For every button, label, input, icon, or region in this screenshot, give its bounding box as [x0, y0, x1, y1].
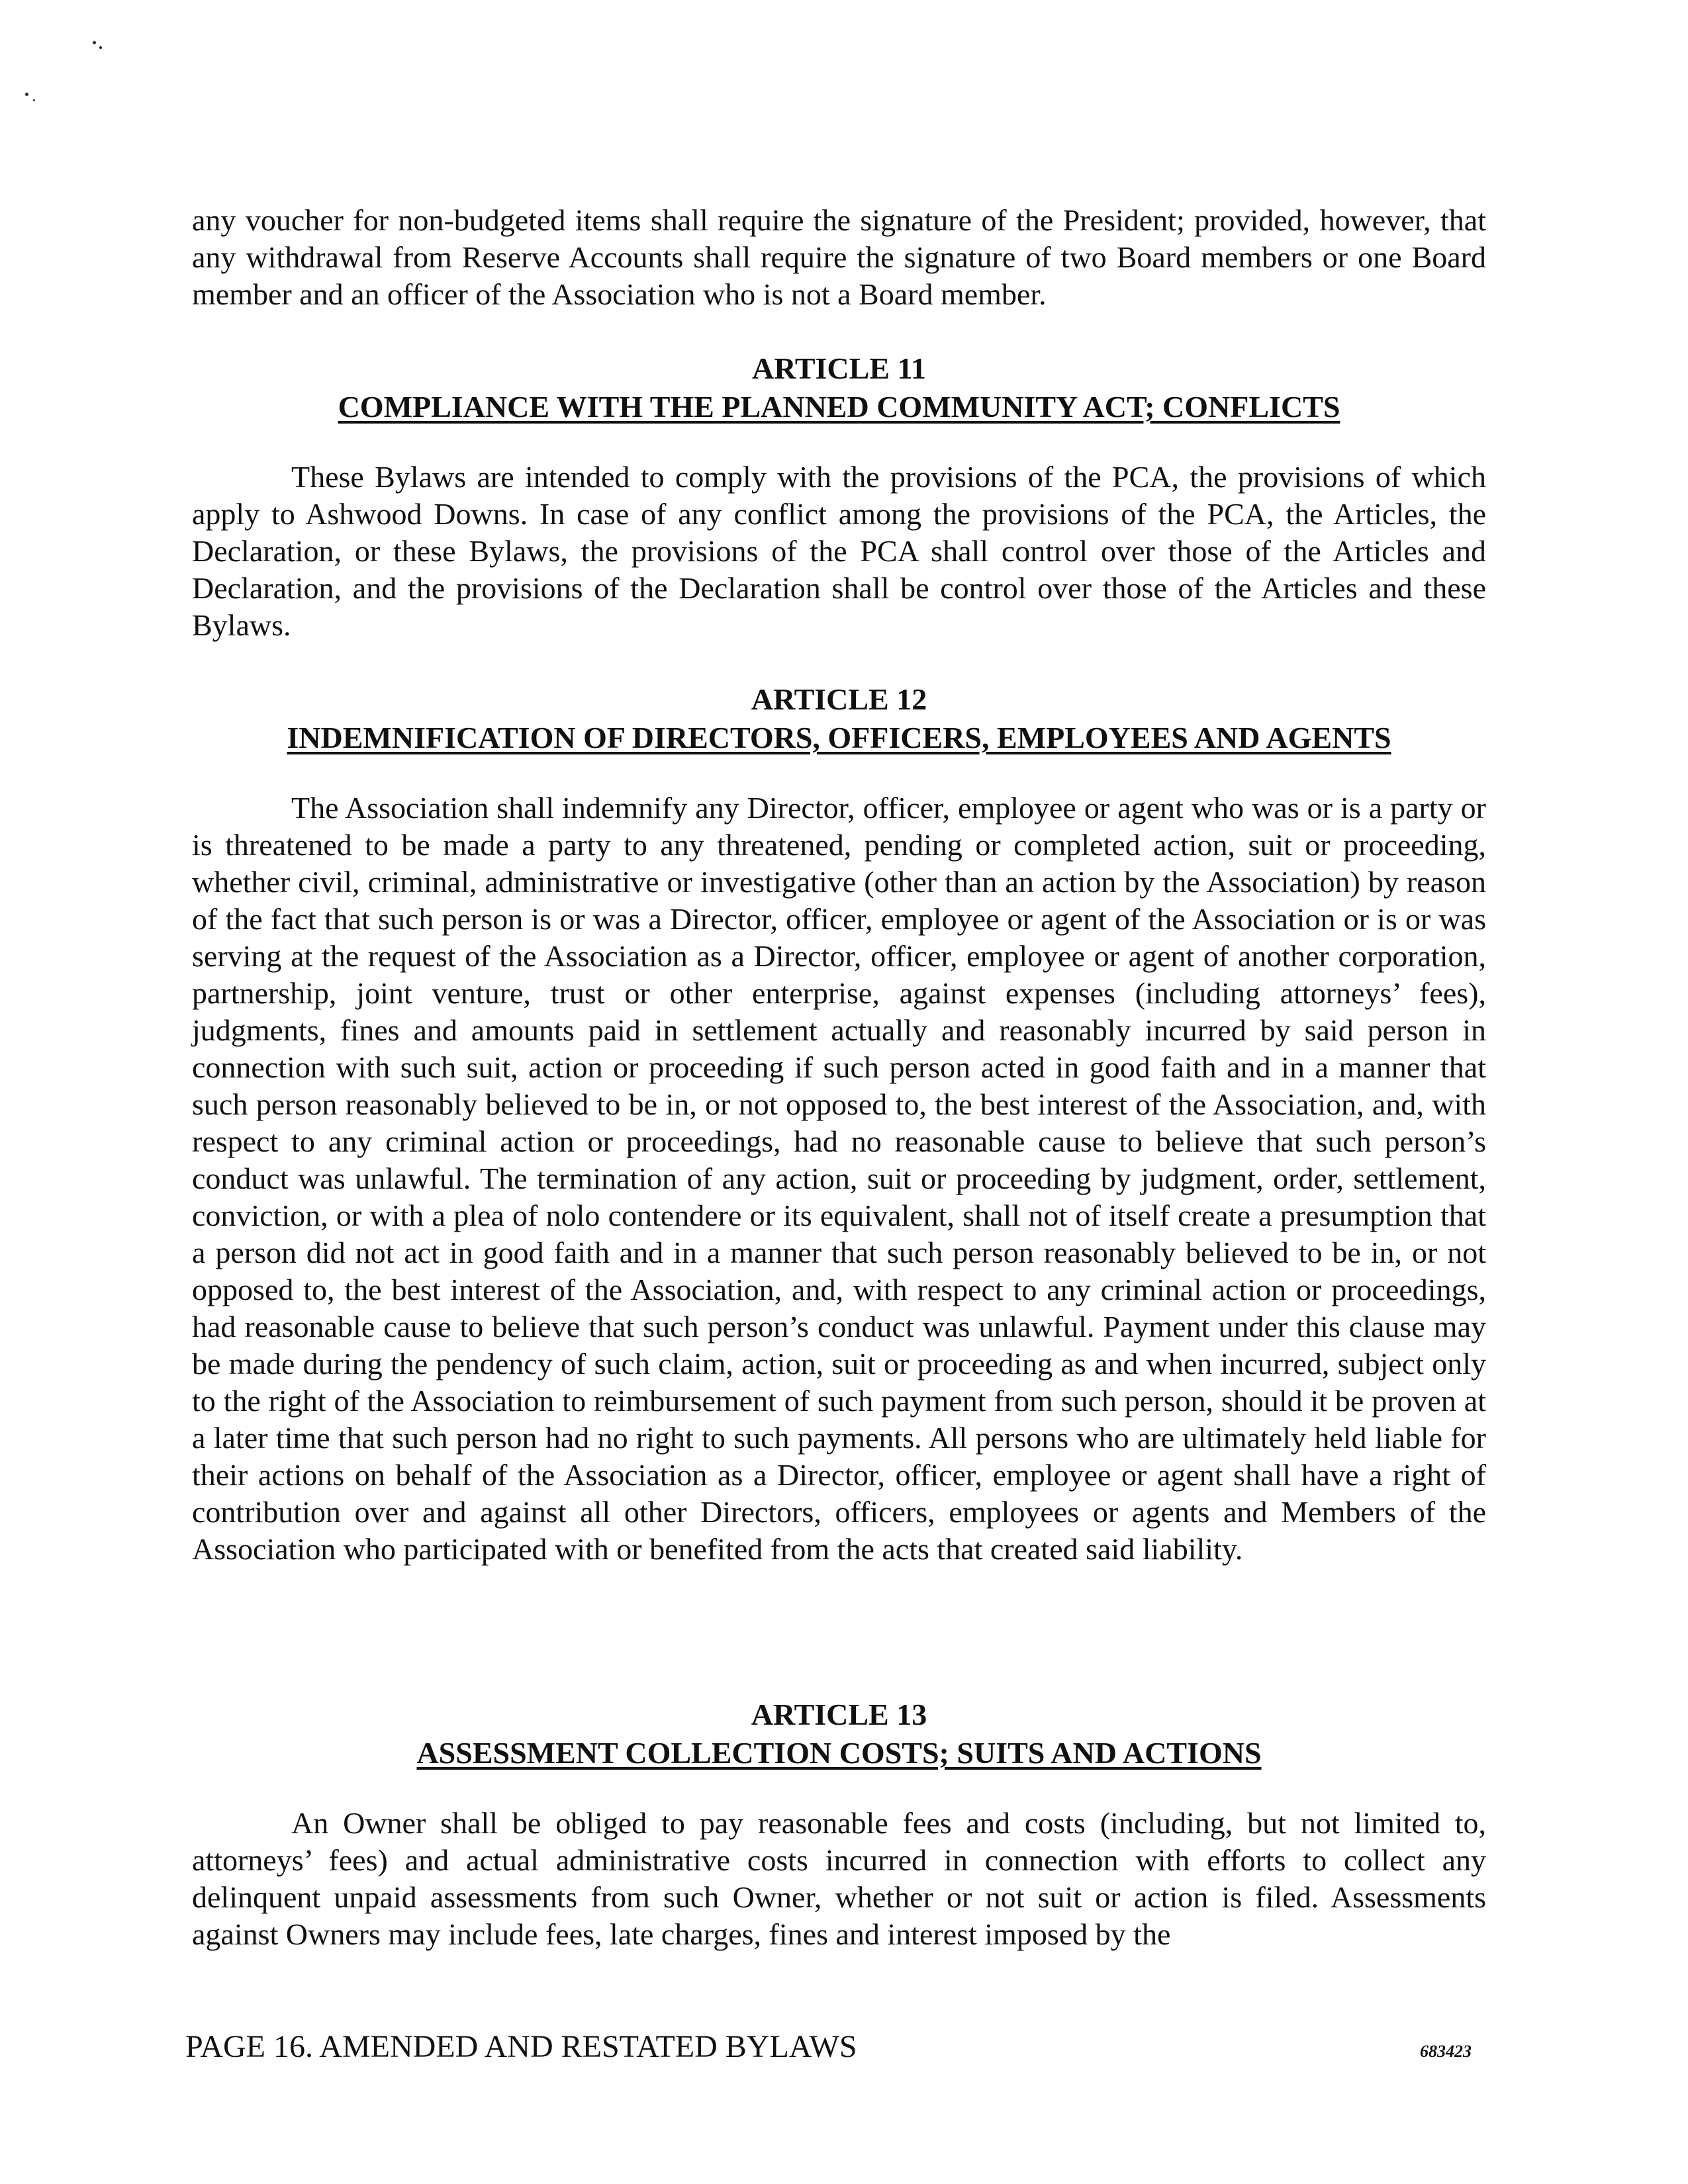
scan-speck — [25, 93, 28, 96]
footer-page-label: PAGE 16. AMENDED AND RESTATED BYLAWS — [185, 2029, 857, 2064]
article-11-title: COMPLIANCE WITH THE PLANNED COMMUNITY ACT; CONFLICTS — [338, 390, 1340, 424]
intro-paragraph: any voucher for non-budgeted items shall require the signature of the President; provided, however, that any withdrawal from Reserve Accounts shall require the signature of two Board members or one Board member and an officer of the Association who is not a Board member. — [192, 203, 1486, 311]
footer-document-number: 683423 — [1420, 2042, 1472, 2061]
article-11-number: ARTICLE 11 — [752, 351, 926, 385]
article-11-heading — [192, 349, 1486, 426]
article-12-paragraph: The Association shall indemnify any Director, officer, employee or agent who was or is a party or is threatened to be made a party to any threatened, pending or completed action, suit or proceeding, whether civil, criminal, administrative or investigative (other than an action by the Association) by reason of the fact that such person is or was a Director, officer, employee or agent of the Association or is or was serving at the request of the Association as a Director, officer, employee or agent of another corporation, partnership, joint venture, trust or other enterprise, against expenses (including attorneys’ fees), judgments, fines and amounts paid in settlement actually and reasonably incurred by said person in connection with such suit, action or proceeding if such person acted in good faith and in a manner that such person reasonably believed to be in, or not opposed to, the best interest of the Association, and, with respect to any criminal action or proceedings, had no reasonable cause to believe that such person’s conduct was unlawful. The termination of any action, suit or proceeding by judgment, order, settlement, conviction, or with a plea of nolo contendere or its equivalent, shall not of itself create a presumption that a person did not act in good faith and in a manner that such person reasonably believed to be in, or not opposed to, the best interest of the Association, and, with respect to any criminal action or proceedings, had reasonable cause to believe that such person’s conduct was unlawful. Payment under this clause may be made during the pendency of such claim, action, suit or proceeding as and when incurred, subject only to the right of the Association to reimbursement of such payment from such person, should it be proven at a later time that such person had no right to such payments. All persons who are ultimately held liable for their actions on behalf of the Association as a Director, officer, employee or agent shall have a right of contribution over and against all other Directors, officers, employees or agents and Members of the Association who participated with or benefited from the acts that created said liability. — [192, 791, 1486, 1566]
article-13-title: ASSESSMENT COLLECTION COSTS; SUITS AND ACTIONS — [416, 1736, 1262, 1770]
article-11-paragraph: These Bylaws are intended to comply with the provisions of the PCA, the provisions of which apply to Ashwood Downs. In case of any conflict among the provisions of the PCA, the Articles, the Declaration, or these Bylaws, the provisions of the PCA shall control over those of the Articles and Declaration, and the provisions of the Declaration shall be control over those of the Articles and these Bylaws. — [192, 460, 1486, 642]
article-12-title: INDEMNIFICATION OF DIRECTORS, OFFICERS, EMPLOYEES AND AGENTS — [287, 721, 1391, 754]
article-13-number: ARTICLE 13 — [751, 1698, 927, 1731]
article-13-paragraph: An Owner shall be obliged to pay reasonable fees and costs (including, but not limited to, attorneys’ fees) and actual administrative costs incurred in connection with efforts to collect any delinquent unpaid assessments from such Owner, whether or not suit or action is filed. Assessments against Owners may include fees, late charges, fines and interest imposed by the — [192, 1806, 1486, 1951]
article-12-heading — [192, 680, 1486, 757]
article-12-number: ARTICLE 12 — [751, 682, 927, 716]
article-13-heading — [192, 1696, 1486, 1772]
scan-speck — [93, 41, 96, 44]
scan-speck — [33, 99, 35, 101]
scan-speck — [99, 46, 102, 49]
